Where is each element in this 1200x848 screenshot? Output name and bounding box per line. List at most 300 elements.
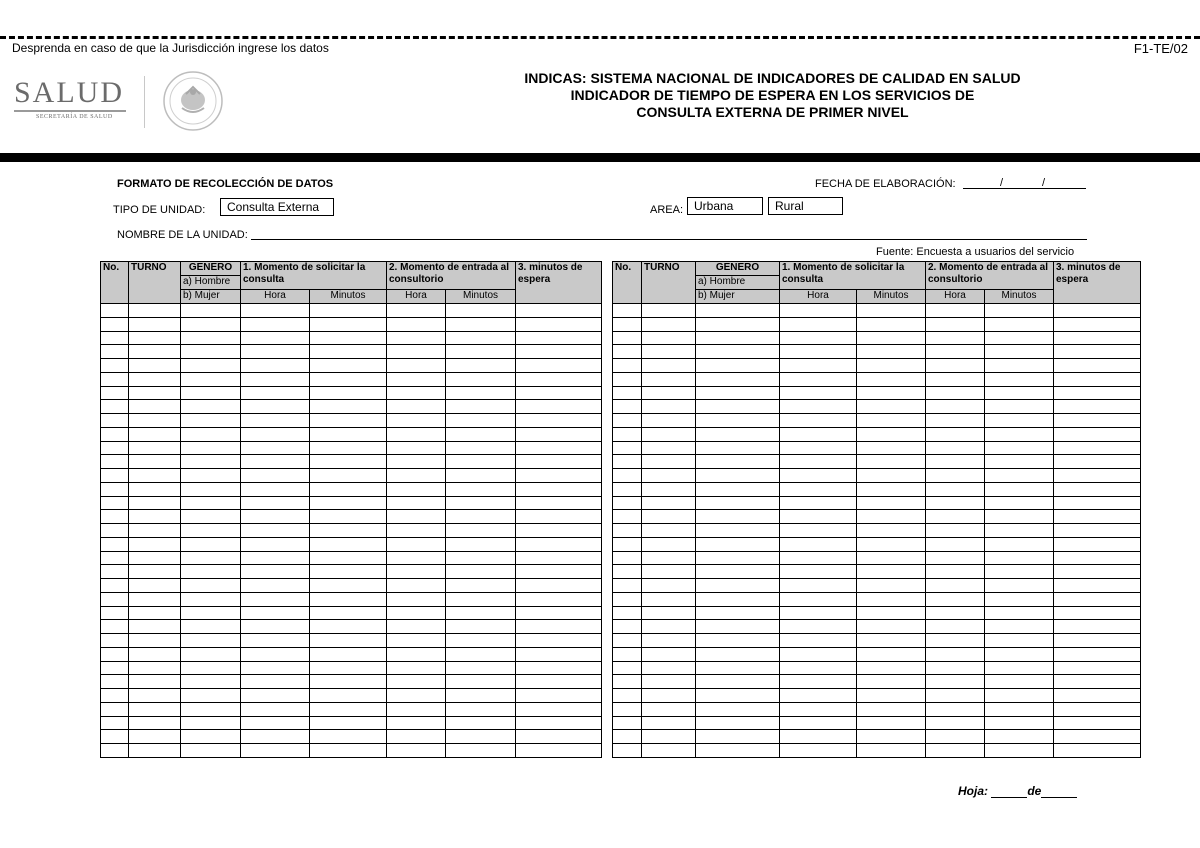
table-cell[interactable] [446,400,516,414]
table-cell[interactable] [101,372,129,386]
table-cell[interactable] [857,537,926,551]
table-cell[interactable] [310,647,387,661]
table-cell[interactable] [1054,716,1141,730]
table-cell[interactable] [101,606,129,620]
table-cell[interactable] [310,304,387,318]
table-cell[interactable] [310,524,387,538]
table-cell[interactable] [780,661,857,675]
table-cell[interactable] [181,675,241,689]
table-cell[interactable] [387,592,446,606]
table-cell[interactable] [516,455,602,469]
table-cell[interactable] [310,496,387,510]
table-cell[interactable] [101,414,129,428]
table-cell[interactable] [857,331,926,345]
table-cell[interactable] [780,702,857,716]
table-cell[interactable] [696,730,780,744]
table-cell[interactable] [241,400,310,414]
table-cell[interactable] [857,510,926,524]
table-cell[interactable] [985,620,1054,634]
table-cell[interactable] [926,661,985,675]
table-cell[interactable] [101,317,129,331]
table-cell[interactable] [310,482,387,496]
table-cell[interactable] [516,702,602,716]
table-cell[interactable] [857,661,926,675]
table-cell[interactable] [780,579,857,593]
table-cell[interactable] [696,331,780,345]
table-cell[interactable] [387,661,446,675]
table-cell[interactable] [1054,524,1141,538]
table-cell[interactable] [642,524,696,538]
table-cell[interactable] [1054,496,1141,510]
table-cell[interactable] [780,455,857,469]
table-cell[interactable] [387,359,446,373]
table-cell[interactable] [446,372,516,386]
table-cell[interactable] [129,689,181,703]
date-field[interactable] [963,188,1086,189]
table-cell[interactable] [696,702,780,716]
table-cell[interactable] [613,372,642,386]
table-cell[interactable] [780,441,857,455]
table-cell[interactable] [446,716,516,730]
table-cell[interactable] [387,386,446,400]
table-cell[interactable] [446,647,516,661]
table-cell[interactable] [241,469,310,483]
table-cell[interactable] [446,304,516,318]
table-cell[interactable] [241,496,310,510]
table-cell[interactable] [926,537,985,551]
table-cell[interactable] [780,606,857,620]
table-cell[interactable] [985,537,1054,551]
table-cell[interactable] [310,537,387,551]
table-cell[interactable] [926,510,985,524]
table-cell[interactable] [642,359,696,373]
table-cell[interactable] [181,592,241,606]
table-cell[interactable] [516,730,602,744]
table-cell[interactable] [181,304,241,318]
table-cell[interactable] [387,455,446,469]
table-cell[interactable] [613,400,642,414]
table-cell[interactable] [241,441,310,455]
table-cell[interactable] [446,317,516,331]
table-cell[interactable] [387,345,446,359]
table-cell[interactable] [101,661,129,675]
table-cell[interactable] [181,510,241,524]
table-cell[interactable] [241,317,310,331]
table-cell[interactable] [310,455,387,469]
table-cell[interactable] [181,345,241,359]
table-cell[interactable] [926,730,985,744]
table-cell[interactable] [101,702,129,716]
table-cell[interactable] [642,386,696,400]
table-cell[interactable] [181,634,241,648]
table-cell[interactable] [926,702,985,716]
table-cell[interactable] [780,414,857,428]
table-cell[interactable] [613,537,642,551]
table-cell[interactable] [642,620,696,634]
table-cell[interactable] [1054,345,1141,359]
table-cell[interactable] [387,620,446,634]
table-cell[interactable] [642,730,696,744]
table-cell[interactable] [129,592,181,606]
table-cell[interactable] [985,345,1054,359]
table-cell[interactable] [613,304,642,318]
table-cell[interactable] [1054,331,1141,345]
table-cell[interactable] [129,441,181,455]
table-cell[interactable] [642,634,696,648]
table-cell[interactable] [241,689,310,703]
table-cell[interactable] [310,317,387,331]
table-cell[interactable] [780,304,857,318]
table-cell[interactable] [310,661,387,675]
table-cell[interactable] [310,606,387,620]
table-cell[interactable] [857,469,926,483]
table-cell[interactable] [310,551,387,565]
table-cell[interactable] [446,565,516,579]
table-cell[interactable] [613,744,642,758]
table-cell[interactable] [642,702,696,716]
table-cell[interactable] [310,359,387,373]
table-cell[interactable] [310,730,387,744]
table-cell[interactable] [696,524,780,538]
table-cell[interactable] [613,620,642,634]
table-cell[interactable] [1054,592,1141,606]
table-cell[interactable] [642,427,696,441]
table-cell[interactable] [387,304,446,318]
table-cell[interactable] [926,620,985,634]
table-cell[interactable] [613,331,642,345]
table-cell[interactable] [613,702,642,716]
table-cell[interactable] [129,400,181,414]
table-cell[interactable] [985,427,1054,441]
table-cell[interactable] [129,551,181,565]
table-cell[interactable] [642,537,696,551]
table-cell[interactable] [1054,469,1141,483]
table-cell[interactable] [310,510,387,524]
table-cell[interactable] [696,716,780,730]
table-cell[interactable] [926,372,985,386]
table-cell[interactable] [387,482,446,496]
table-cell[interactable] [387,647,446,661]
table-cell[interactable] [985,565,1054,579]
table-cell[interactable] [310,345,387,359]
table-cell[interactable] [926,744,985,758]
table-cell[interactable] [642,675,696,689]
table-cell[interactable] [387,441,446,455]
table-cell[interactable] [857,675,926,689]
table-cell[interactable] [129,537,181,551]
table-cell[interactable] [613,427,642,441]
table-cell[interactable] [241,661,310,675]
table-cell[interactable] [241,620,310,634]
table-cell[interactable] [1054,565,1141,579]
table-cell[interactable] [241,304,310,318]
table-cell[interactable] [1054,427,1141,441]
table-cell[interactable] [985,744,1054,758]
table-cell[interactable] [642,565,696,579]
table-cell[interactable] [516,565,602,579]
table-cell[interactable] [613,359,642,373]
table-cell[interactable] [926,359,985,373]
table-cell[interactable] [613,730,642,744]
table-cell[interactable] [696,345,780,359]
table-cell[interactable] [642,400,696,414]
table-cell[interactable] [129,331,181,345]
table-cell[interactable] [696,482,780,496]
table-cell[interactable] [985,469,1054,483]
table-cell[interactable] [642,510,696,524]
table-cell[interactable] [241,427,310,441]
table-cell[interactable] [985,510,1054,524]
table-cell[interactable] [780,317,857,331]
table-cell[interactable] [1054,482,1141,496]
table-cell[interactable] [516,510,602,524]
table-cell[interactable] [926,304,985,318]
table-cell[interactable] [310,689,387,703]
table-cell[interactable] [310,634,387,648]
table-cell[interactable] [780,675,857,689]
table-cell[interactable] [780,647,857,661]
table-cell[interactable] [101,331,129,345]
table-cell[interactable] [613,634,642,648]
table-cell[interactable] [613,647,642,661]
table-cell[interactable] [129,496,181,510]
table-cell[interactable] [101,386,129,400]
table-cell[interactable] [926,579,985,593]
table-cell[interactable] [780,620,857,634]
table-cell[interactable] [1054,579,1141,593]
table-cell[interactable] [310,386,387,400]
table-cell[interactable] [387,414,446,428]
table-cell[interactable] [857,592,926,606]
table-cell[interactable] [181,331,241,345]
table-cell[interactable] [446,689,516,703]
table-cell[interactable] [696,675,780,689]
table-cell[interactable] [985,304,1054,318]
table-cell[interactable] [985,647,1054,661]
table-cell[interactable] [446,744,516,758]
table-cell[interactable] [926,592,985,606]
table-cell[interactable] [101,537,129,551]
table-cell[interactable] [642,647,696,661]
table-cell[interactable] [926,675,985,689]
table-cell[interactable] [446,482,516,496]
table-cell[interactable] [780,331,857,345]
table-cell[interactable] [241,372,310,386]
table-cell[interactable] [129,620,181,634]
table-cell[interactable] [241,482,310,496]
table-cell[interactable] [516,386,602,400]
table-cell[interactable] [181,730,241,744]
table-cell[interactable] [101,730,129,744]
table-cell[interactable] [181,551,241,565]
table-cell[interactable] [1054,386,1141,400]
sheet-total-field[interactable] [1041,787,1077,798]
table-cell[interactable] [387,730,446,744]
table-cell[interactable] [129,317,181,331]
table-cell[interactable] [516,647,602,661]
table-cell[interactable] [101,579,129,593]
table-cell[interactable] [516,661,602,675]
table-cell[interactable] [642,317,696,331]
table-cell[interactable] [446,386,516,400]
table-cell[interactable] [857,524,926,538]
table-cell[interactable] [696,606,780,620]
table-cell[interactable] [446,606,516,620]
table-cell[interactable] [985,441,1054,455]
table-cell[interactable] [310,469,387,483]
table-cell[interactable] [985,372,1054,386]
table-cell[interactable] [446,702,516,716]
table-cell[interactable] [1054,510,1141,524]
table-cell[interactable] [101,716,129,730]
table-cell[interactable] [387,469,446,483]
table-cell[interactable] [101,304,129,318]
table-cell[interactable] [446,551,516,565]
table-cell[interactable] [101,455,129,469]
table-cell[interactable] [241,592,310,606]
table-cell[interactable] [780,634,857,648]
table-cell[interactable] [446,620,516,634]
table-cell[interactable] [241,579,310,593]
table-cell[interactable] [516,592,602,606]
table-cell[interactable] [446,510,516,524]
table-cell[interactable] [446,524,516,538]
table-cell[interactable] [129,345,181,359]
table-cell[interactable] [857,634,926,648]
table-cell[interactable] [129,455,181,469]
table-cell[interactable] [613,606,642,620]
table-cell[interactable] [780,496,857,510]
table-cell[interactable] [857,620,926,634]
table-cell[interactable] [1054,400,1141,414]
table-cell[interactable] [857,702,926,716]
table-cell[interactable] [857,359,926,373]
table-cell[interactable] [926,565,985,579]
table-cell[interactable] [516,372,602,386]
table-cell[interactable] [1054,647,1141,661]
table-cell[interactable] [241,345,310,359]
table-cell[interactable] [780,372,857,386]
table-cell[interactable] [926,331,985,345]
table-cell[interactable] [696,661,780,675]
table-cell[interactable] [446,592,516,606]
table-cell[interactable] [1054,359,1141,373]
table-cell[interactable] [310,441,387,455]
table-cell[interactable] [926,524,985,538]
table-cell[interactable] [780,386,857,400]
table-cell[interactable] [101,441,129,455]
table-cell[interactable] [696,592,780,606]
table-cell[interactable] [696,537,780,551]
table-cell[interactable] [642,304,696,318]
table-cell[interactable] [780,592,857,606]
table-cell[interactable] [101,647,129,661]
table-cell[interactable] [129,579,181,593]
table-cell[interactable] [241,716,310,730]
table-cell[interactable] [857,400,926,414]
table-cell[interactable] [780,565,857,579]
table-cell[interactable] [613,689,642,703]
table-cell[interactable] [446,414,516,428]
table-cell[interactable] [613,565,642,579]
table-cell[interactable] [696,304,780,318]
table-cell[interactable] [696,744,780,758]
table-cell[interactable] [241,331,310,345]
table-cell[interactable] [985,331,1054,345]
table-cell[interactable] [696,414,780,428]
table-cell[interactable] [642,496,696,510]
table-cell[interactable] [129,730,181,744]
table-cell[interactable] [696,359,780,373]
table-cell[interactable] [310,400,387,414]
table-cell[interactable] [516,579,602,593]
table-cell[interactable] [241,359,310,373]
table-cell[interactable] [642,455,696,469]
table-cell[interactable] [696,317,780,331]
table-cell[interactable] [780,400,857,414]
table-cell[interactable] [516,716,602,730]
table-cell[interactable] [387,317,446,331]
table-cell[interactable] [181,661,241,675]
table-cell[interactable] [642,441,696,455]
table-cell[interactable] [181,537,241,551]
table-cell[interactable] [310,372,387,386]
table-cell[interactable] [310,675,387,689]
table-cell[interactable] [985,524,1054,538]
table-cell[interactable] [516,496,602,510]
table-cell[interactable] [1054,702,1141,716]
table-cell[interactable] [642,592,696,606]
table-cell[interactable] [780,537,857,551]
table-cell[interactable] [516,359,602,373]
table-cell[interactable] [985,730,1054,744]
table-cell[interactable] [181,496,241,510]
table-cell[interactable] [387,510,446,524]
table-cell[interactable] [780,730,857,744]
table-cell[interactable] [181,455,241,469]
table-cell[interactable] [857,730,926,744]
table-cell[interactable] [642,716,696,730]
table-cell[interactable] [857,427,926,441]
table-cell[interactable] [985,634,1054,648]
table-cell[interactable] [101,469,129,483]
table-cell[interactable] [181,441,241,455]
table-cell[interactable] [387,331,446,345]
table-cell[interactable] [241,702,310,716]
table-cell[interactable] [696,551,780,565]
table-cell[interactable] [857,455,926,469]
table-cell[interactable] [129,744,181,758]
table-cell[interactable] [241,647,310,661]
table-cell[interactable] [446,730,516,744]
table-cell[interactable] [101,510,129,524]
table-cell[interactable] [101,427,129,441]
table-cell[interactable] [181,744,241,758]
table-cell[interactable] [926,455,985,469]
table-cell[interactable] [181,469,241,483]
table-cell[interactable] [129,386,181,400]
table-cell[interactable] [387,400,446,414]
table-cell[interactable] [857,496,926,510]
table-cell[interactable] [1054,455,1141,469]
table-cell[interactable] [926,606,985,620]
table-cell[interactable] [516,689,602,703]
table-cell[interactable] [129,414,181,428]
table-cell[interactable] [446,661,516,675]
table-cell[interactable] [1054,661,1141,675]
table-cell[interactable] [857,606,926,620]
table-cell[interactable] [241,606,310,620]
